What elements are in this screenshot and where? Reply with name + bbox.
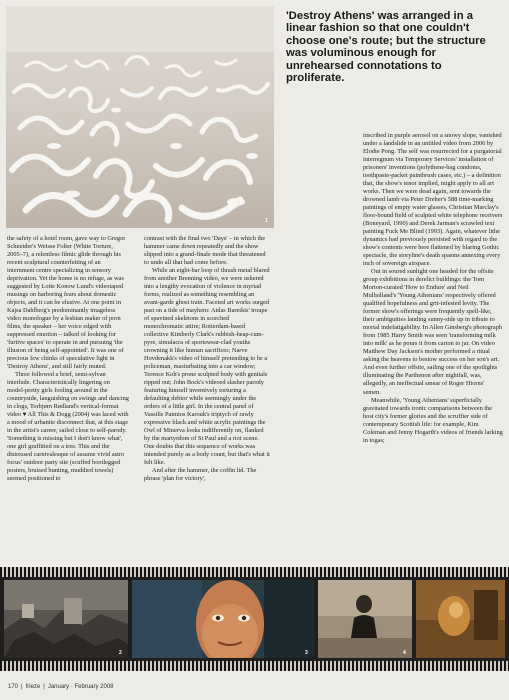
text-column-1 — [7, 235, 129, 483]
film-frame-rubble — [4, 580, 128, 658]
text-column-3 — [363, 132, 503, 445]
paragraph: contrast with the final two 'Days' – in which the hammer came down repeatedly and the show slipped into a grand-finale mode that threatened to undo all that had come before. — [144, 235, 266, 267]
plate-number: 1 — [265, 218, 268, 224]
plate-number: 2 — [119, 650, 122, 656]
filmstrip — [0, 567, 509, 671]
text-column-2 — [144, 235, 270, 483]
paragraph: Three followed a brief, semi-sylvan interlude. Characteristically lingering on model-pretty girls fooling around in the countryside, languishing on swings and dancing in clogs, Torbjørn Rødland's vertical-format video ♥ All This & Dogg (2004) was laced with a mood of urbanite disconnect that, at this stage in the artist's career, sailed close to self-parody. 'Something is missing but I don't know what', one girl graffitied on a tree. This and the distressed carnivalesque of assume vivid astro focus' outdoor party site (scuffed bootlegged posters, bruised bunting, muddied towels) seemed positioned to — [7, 371, 129, 483]
paragraph: While an eight-bar loop of thrash metal blared from another Brenning video, we were ushered into a lengthy evocation of violence in myriad forms, realized as something resembling an avant-garde ghost train. Faceted art works surged past on a tide of mayhem: Aidas Bareikis' troupe of spavined skeletons in scorched monochromatic attire; Rotterdam-based collective Kimberly Clark's rubbish-heap-cum-pyre, simulacra of sportswear-clad youths crowning it like human sacrifices; Narve Hovdenakk's video of himself pretending to be a policeman, masturbating into a car window; Terence Koh's prone sculpted body with genitals ripped out; John Bock's videoed slasher parody featuring himself inventively torturing a defaulting debtor while seemingly under the orders of a little girl. In the central panel of Vassilis Patmios Karouk's triptych of rawly expressive black and white acrylic paintings the Owl of Minerva looks indifferently on, flanked by the martyrdom of St Paul and a riot scene. One doubts that this sequence of works was intended purely as a body count, but that's what it felt like. — [144, 267, 270, 467]
film-frame-face — [132, 580, 314, 658]
page-number: 170 — [8, 684, 19, 690]
page-footer: 170 | frieze | January · February 2008 — [8, 684, 114, 690]
plate-number: 3 — [305, 650, 308, 656]
paragraph: the safety of a hotel room, gave way to Gregor Schneider's Weisse Folter (White Torture, 2005–7), a relentless filmic glide through his recent sculptural counterfeiting of an internment centre specializing in sensory deprivation. Yet the home is no refuge, as was suggested by Lotte Konow Lund's videotaped musings on harboring fears about domestic objects, and it can be elusive. At one point in Kajsa Dahlberg's predominantly imageless video monologue by a lesbian maker of porn films, the speaker – her voice edged with suppressed emotion – talked of looking for 'furtive spaces' to operate in and pursuing 'the illusion of being self-appointed'. It was one of precious few chinks of speculative light in 'Destroy Athens', and still fairly muted. — [7, 235, 126, 371]
pull-quote: 'Destroy Athens' was arranged in a linear fashion so that one couldn't choose one's route; but the structure was voluminous enough for unrehearsed connotations to proliferate. — [286, 10, 486, 85]
plate-number: 4 — [403, 650, 406, 656]
paragraph: And after the hammer, the coffin lid. The phrase 'plan for victory', — [144, 467, 257, 483]
film-frame-interior — [416, 580, 505, 658]
paragraph: inscribed in purple aerosol on a snowy slope, vanished under a landslide in an untitled video from 2006 by Elodie Pong. The self was resurrected for a purgatorial interregnum via Temporary Services' installation of prisoners' inventions (polythene-bag condoms, toothpaste-packet paintbrush cases, etc.) – a definition that, the show's tenor implied, might apply to all art works. Then we were dead again, sent towards the drowned lamb via Peter Dreher's 588 time-marking paintings of empty water glasses, Christian Marclay's floor-bound field of sculpted white telephone receivers (Boneyard, 1990) and Derek Jarman's scrawled text painting Fuck Me Blind (1993). Again, whatever lithe dynamics had previously persisted with regard to the show's contents were here flattened by blaring Gothic spectacle, the storyline's death spasms annexing every inch of sovereign airspace. — [363, 132, 503, 268]
film-perforation — [0, 661, 509, 671]
installation-photo — [6, 6, 274, 228]
issue-date: January · February 2008 — [47, 684, 114, 690]
film-perforation — [0, 567, 509, 577]
paragraph: Meanwhile, 'Young Athenians' superficially gravitated towards ironic comparisons between the host city's former glories and the scruffier side of contemporary Scottish life: for example, Kim Coleman and Jenny Hogarth's videos of friends larking in togas; — [363, 396, 503, 444]
film-frame-figure — [318, 580, 412, 658]
white-forms-illustration — [6, 6, 274, 228]
magazine-name: frieze — [25, 684, 41, 690]
paragraph: Out in soured sunlight one headed for the offsite group exhibitions in derelict buildings: the Tom Morton-curated 'How to Endure' and Neil Mulholland's 'Young Athenians' respectively offered qualified hopefulness and grit-infested levity. The former show's offerings were frequently spell-like, their ambiguities landing sunny-side up in tribute to mortal indefatigability. In Allen Ginsberg's photograph from 1985 Harry Smith was seen 'transforming milk into milk' as he pours it from carton to jar. On video Matthew Day Jackson's mother performed a ritual asking the heavens to bestow success on her son's art. And even further offsite, sailing one of the spotlights illuminating the Parthenon after nightfall, was, allegedly, an ineffectual smear of Roger Hiorns' semen. — [363, 268, 503, 396]
